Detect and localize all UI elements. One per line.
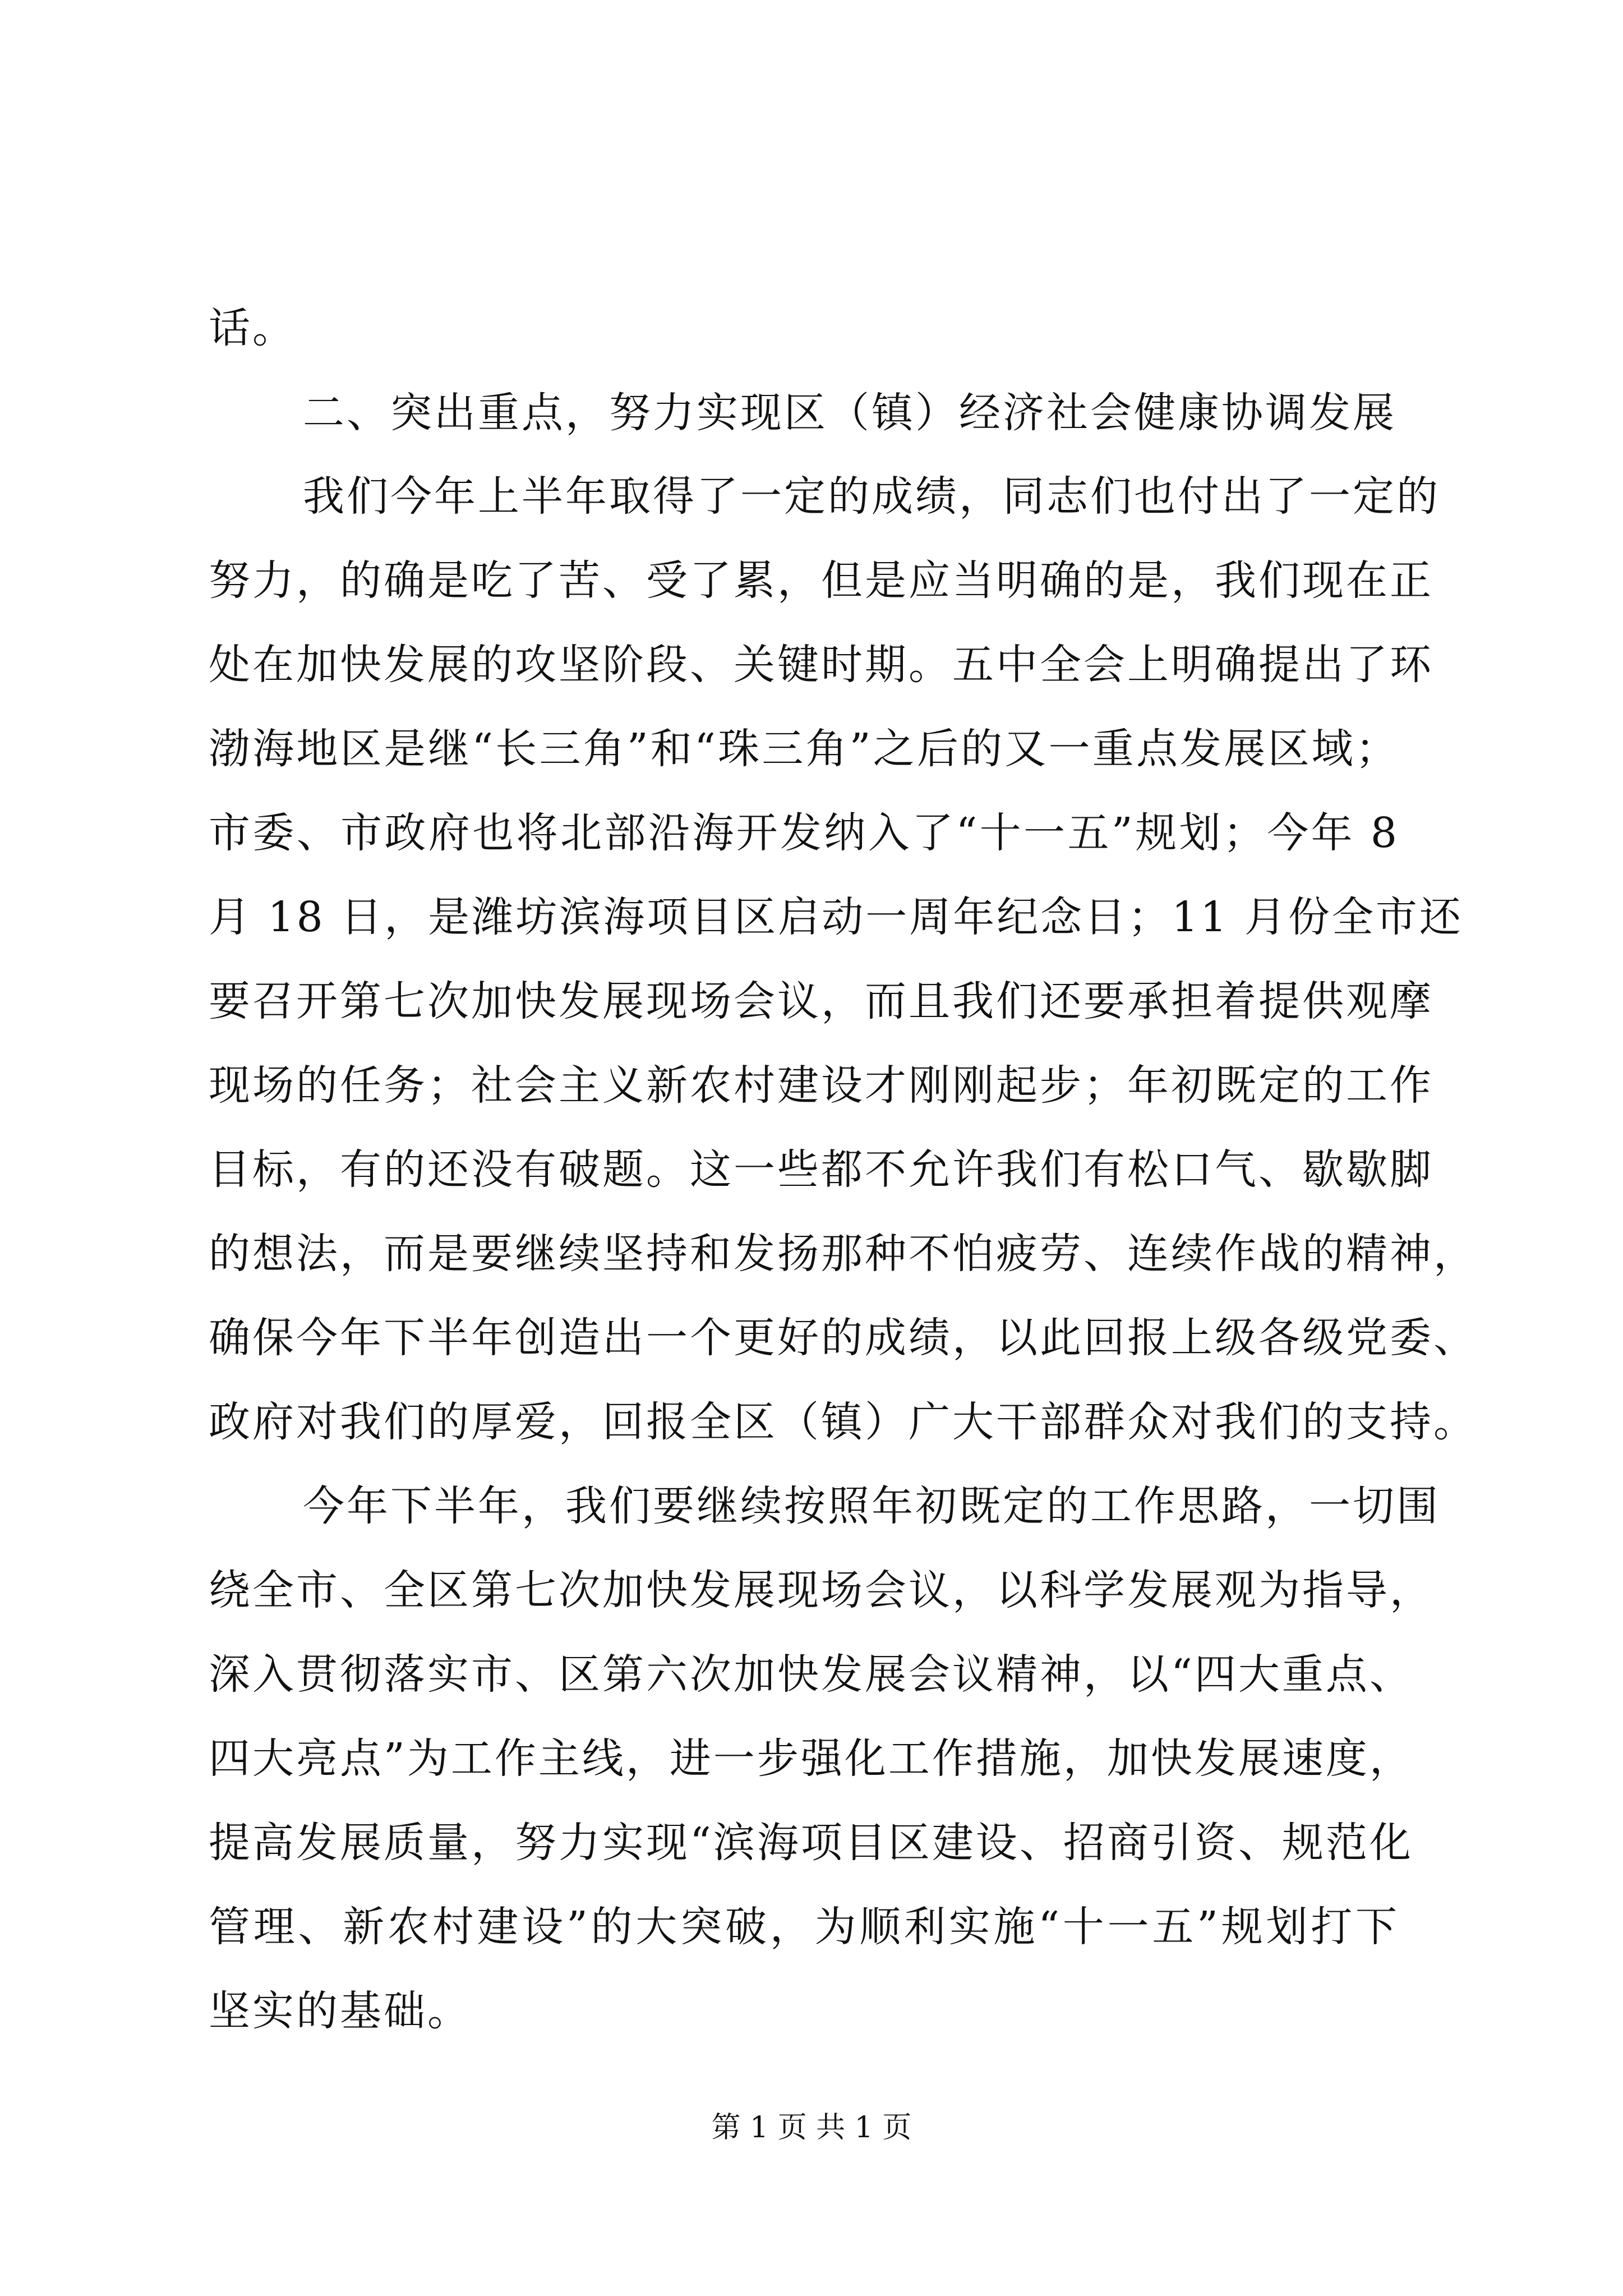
section-heading: 二、突出重点，努力实现区（镇）经济社会健康协调发展 bbox=[303, 389, 1396, 437]
text-line: 话。 bbox=[209, 304, 296, 352]
text-line: 四大亮点”为工作主线，进一步强化工作措施，加快发展速度， bbox=[209, 1734, 1413, 1783]
text-line: 要召开第七次加快发展现场会议，而且我们还要承担着提供观摩 bbox=[209, 977, 1433, 1025]
text-line: 市委、市政府也将北部沿海开发纳入了“十一五”规划；今年 8 bbox=[209, 809, 1399, 857]
text-line: 坚实的基础。 bbox=[209, 1987, 471, 2035]
text-line: 深入贯彻落实市、区第六次加快发展会议精神，以“四大重点、 bbox=[209, 1650, 1413, 1699]
text-line: 的想法，而是要继续坚持和发扬那种不怕疲劳、连续作战的精神， bbox=[209, 1230, 1477, 1278]
paragraph-first-line: 我们今年上半年取得了一定的成绩，同志们也付出了一定的 bbox=[303, 472, 1440, 521]
text-line: 目标，有的还没有破题。这一些都不允许我们有松口气、歇歇脚 bbox=[209, 1145, 1433, 1194]
page-number-footer: 第 1 页 共 1 页 bbox=[711, 2111, 912, 2145]
text-line: 政府对我们的厚爱，回报全区（镇）广大干部群众对我们的支持。 bbox=[209, 1398, 1477, 1446]
text-line: 管理、新农村建设”的大突破，为顺利实施“十一五”规划打下 bbox=[209, 1903, 1399, 1951]
text-line: 努力，的确是吃了苦、受了累，但是应当明确的是，我们现在正 bbox=[209, 556, 1433, 605]
text-line: 绕全市、全区第七次加快发展现场会议，以科学发展观为指导， bbox=[209, 1566, 1433, 1614]
text-line: 现场的任务；社会主义新农村建设才刚刚起步；年初既定的工作 bbox=[209, 1061, 1433, 1110]
text-line: 提高发展质量，努力实现“滨海项目区建设、招商引资、规范化 bbox=[209, 1819, 1413, 1867]
text-line: 确保今年下半年创造出一个更好的成绩，以此回报上级各级党委、 bbox=[209, 1314, 1477, 1362]
text-line: 月 18 日，是潍坊滨海项目区启动一周年纪念日；11 月份全市还 bbox=[209, 893, 1463, 941]
paragraph-first-line: 今年下半年，我们要继续按照年初既定的工作思路，一切围 bbox=[303, 1482, 1440, 1530]
text-line: 渤海地区是继“长三角”和“珠三角”之后的又一重点发展区域； bbox=[209, 725, 1399, 773]
text-line: 处在加快发展的攻坚阶段、关键时期。五中全会上明确提出了环 bbox=[209, 641, 1433, 689]
